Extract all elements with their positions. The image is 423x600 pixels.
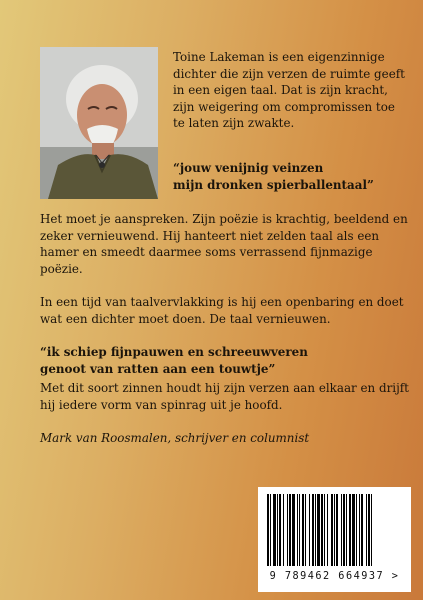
poem-quote-1	[173, 160, 413, 193]
review-paragraph-3: Met dit soort zinnen houdt hij zijn verzen aan elkaar en drijft hij iedere vorm van spinrag uit je hoofd.	[40, 381, 409, 412]
review-paragraph-1: Het moet je aanspreken. Zijn poëzie is krachtig, beeldend en zeker vernieuwend. Hij hanteert niet zelden taal als een hamer en smeedt daarmee soms verrassend fijnmazige poëzie.	[40, 212, 408, 276]
author-bio: Toine Lakeman is een eigenzinnige dichter die zijn verzen de ruimte geeft in een eigen taal. Dat is zijn kracht, zijn weigering om compromissen toe te laten zijn zwakte.	[173, 50, 405, 130]
quote-2-line-2: genoot van ratten aan een touwtje”	[40, 361, 276, 376]
barcode-bars	[267, 494, 401, 566]
quote-1-line-1: “jouw venijnig veinzen	[173, 161, 324, 175]
quote-2-line-1: “ik schiep fijnpauwen en schreeuwveren	[40, 345, 308, 359]
poem-quote-2	[40, 344, 415, 377]
quote-1-line-2: mijn dronken spierballentaal”	[173, 177, 374, 192]
review-paragraph-2: In een tijd van taalvervlakking is hij een openbaring en doet wat een dichter moet doen. De taal vernieuwen.	[40, 295, 404, 326]
isbn-number: 9 789462 664937 >	[269, 571, 400, 582]
author-photo	[40, 47, 158, 199]
review-signature: Mark van Roosmalen, schrijver en columnist	[40, 431, 310, 445]
isbn-barcode	[258, 487, 411, 592]
